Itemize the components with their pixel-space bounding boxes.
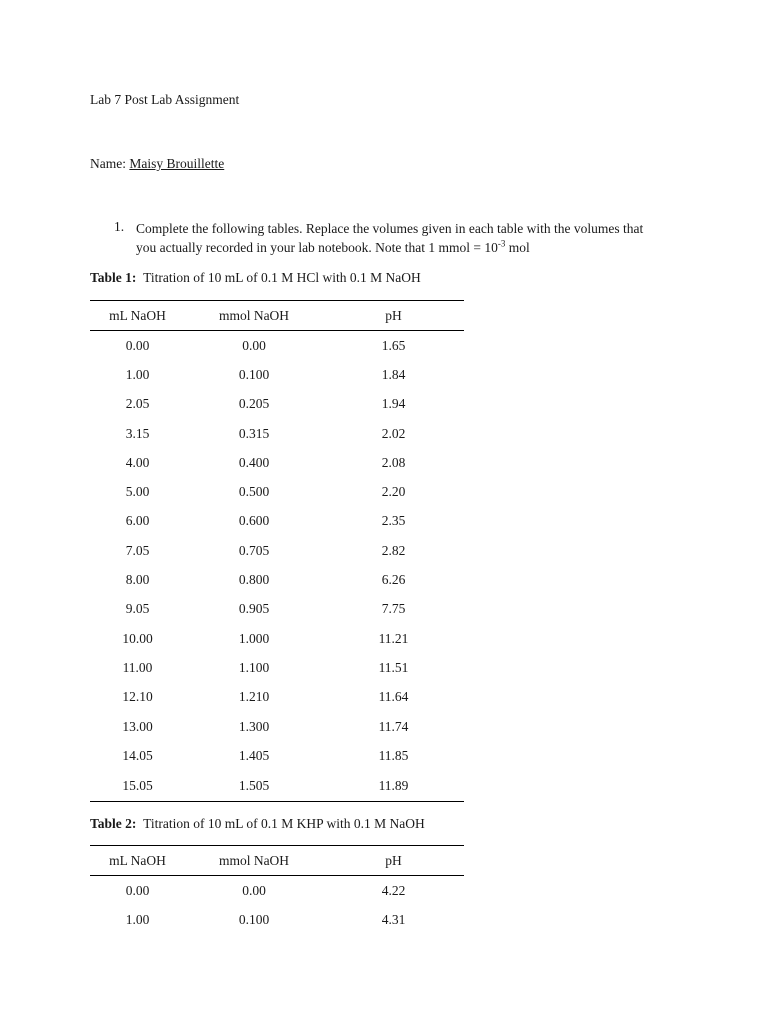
table-cell: 0.00 — [125, 882, 150, 898]
table-cell: 8.00 — [125, 572, 150, 588]
table-cell: 0.100 — [238, 911, 270, 927]
table-cell: 0.705 — [238, 542, 270, 558]
table-row — [90, 905, 464, 934]
table-row — [90, 390, 464, 419]
table-cell: 0.500 — [238, 484, 270, 500]
table-cell: 4.22 — [381, 882, 406, 898]
column-header: mmol NaOH — [185, 301, 323, 331]
question-text — [136, 219, 643, 257]
name-label: Name: — [90, 156, 126, 171]
table-cell: 1.00 — [125, 911, 150, 927]
exponent: -3 — [497, 238, 506, 249]
table-cell: 1.100 — [238, 659, 270, 675]
table-cell: 2.35 — [381, 513, 406, 529]
table-cell: 0.100 — [238, 366, 270, 382]
column-header: pH — [323, 301, 464, 331]
table-row — [90, 624, 464, 653]
table-row — [90, 565, 464, 594]
table-row — [90, 331, 464, 361]
table2 — [90, 845, 464, 935]
table-cell: 0.00 — [242, 337, 266, 353]
table1-label: Table 1: — [90, 270, 137, 285]
table-row — [90, 536, 464, 565]
table-cell: 12.10 — [122, 689, 153, 705]
table-row — [90, 360, 464, 389]
table-cell: 1.300 — [238, 718, 270, 734]
table-cell: 11.21 — [378, 630, 409, 646]
table-cell: 7.05 — [125, 542, 150, 558]
table-row — [90, 876, 464, 906]
table-cell: 0.315 — [238, 425, 270, 441]
table-cell: 5.00 — [125, 484, 150, 500]
table-cell: 14.05 — [122, 747, 153, 763]
table-cell: 11.74 — [378, 718, 409, 734]
table-cell: 1.405 — [238, 747, 270, 763]
table-cell: 2.02 — [381, 425, 406, 441]
table-cell: 0.600 — [238, 513, 270, 529]
table-cell: 11.64 — [378, 689, 409, 705]
table-cell: 15.05 — [90, 770, 185, 802]
table-row — [90, 477, 464, 506]
table-cell: 0.800 — [238, 572, 270, 588]
table-cell: 13.00 — [122, 718, 153, 734]
name-value: Maisy Brouillette — [129, 156, 225, 171]
table-row — [90, 683, 464, 712]
table2-caption — [90, 816, 425, 832]
table-cell: 0.905 — [238, 601, 270, 617]
table-row — [90, 770, 464, 802]
column-header: mL NaOH — [90, 846, 185, 876]
table-cell: 1.505 — [185, 770, 323, 802]
table1 — [90, 300, 464, 802]
table-cell: 7.75 — [381, 601, 406, 617]
table-row — [90, 595, 464, 624]
table-cell: 11.89 — [323, 770, 464, 802]
table-row — [90, 712, 464, 741]
table-cell: 2.20 — [381, 484, 406, 500]
table-cell: 4.31 — [381, 911, 406, 927]
table1-title: Titration of 10 mL of 0.1 M HCl with 0.1 M NaOH — [143, 270, 421, 285]
document-heading: Lab 7 Post Lab Assignment — [90, 92, 240, 107]
table-cell: 1.000 — [238, 630, 270, 646]
table-cell: 1.65 — [381, 337, 406, 353]
name-line — [90, 156, 224, 172]
table-cell: 3.15 — [125, 425, 150, 441]
table-cell: 1.84 — [381, 366, 406, 382]
table-cell: 11.85 — [378, 747, 409, 763]
table-cell: 2.08 — [381, 454, 406, 470]
question-line-2-pre: you actually recorded in your lab notebook. Note that 1 mmol = 10 — [136, 240, 498, 255]
question-line-2-post: mol — [505, 240, 530, 255]
table-cell: 0.00 — [242, 882, 266, 898]
table-row — [90, 448, 464, 477]
table-row — [90, 507, 464, 536]
table-cell: 6.00 — [125, 513, 150, 529]
table-cell: 11.00 — [122, 659, 153, 675]
table-cell: 11.51 — [378, 659, 409, 675]
table-row — [90, 741, 464, 770]
table-cell: 4.00 — [125, 454, 150, 470]
column-header: mL NaOH — [90, 301, 185, 331]
table-row — [90, 419, 464, 448]
column-header: pH — [323, 846, 464, 876]
table-header-row — [90, 846, 464, 876]
table-cell: 6.26 — [381, 572, 406, 588]
table1-caption — [90, 270, 421, 286]
question-line-2 — [136, 238, 643, 257]
table-row — [90, 653, 464, 682]
table-cell: 1.210 — [238, 689, 270, 705]
table-cell: 9.05 — [125, 601, 150, 617]
table-header-row — [90, 301, 464, 331]
table-cell: 0.00 — [125, 337, 150, 353]
column-header: mmol NaOH — [185, 846, 323, 876]
question-line-1: Complete the following tables. Replace the volumes given in each table with the volumes that — [136, 221, 644, 236]
table-cell: 0.400 — [238, 454, 270, 470]
table2-title: Titration of 10 mL of 0.1 M KHP with 0.1 M NaOH — [143, 816, 425, 831]
table-cell: 1.94 — [381, 396, 406, 412]
table-cell: 2.82 — [381, 542, 406, 558]
table-cell: 2.05 — [125, 396, 150, 412]
question-number: 1. — [114, 219, 125, 234]
table-cell: 10.00 — [122, 630, 153, 646]
table2-label: Table 2: — [90, 816, 137, 831]
table-cell: 0.205 — [238, 396, 270, 412]
table-cell: 1.00 — [125, 366, 150, 382]
